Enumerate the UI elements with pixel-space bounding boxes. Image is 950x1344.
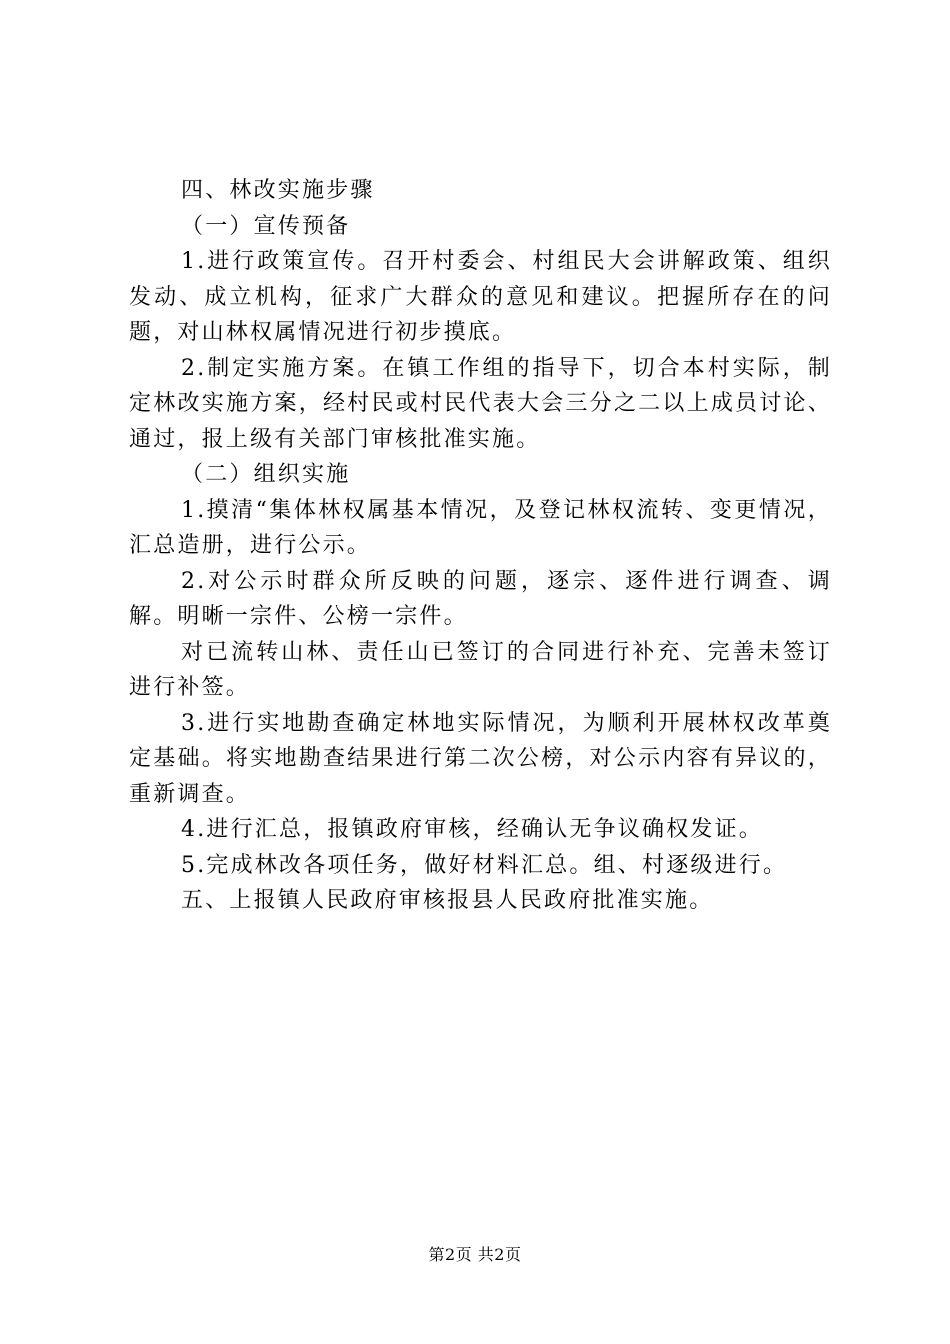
paragraph-survey-rights: 1.摸清“集体林权属基本情况，及登记林权流转、变更情况，汇总造册，进行公示。 — [129, 497, 832, 558]
section-heading-4: 四、林改实施步骤 — [181, 178, 375, 203]
subsection-heading-2: （二）组织实施 — [181, 462, 351, 487]
paragraph-policy-publicity: 1.进行政策宣传。召开村委会、村组民大会讲解政策、组织发动、成立机构，征求广大群众的意见和建议。把握所存在的问题，对山林权属情况进行初步摸底。 — [129, 249, 832, 345]
section-heading-5: 五、上报镇人民政府审核报县人民政府批准实施。 — [181, 888, 714, 913]
subsection-heading-1: （一）宣传预备 — [181, 213, 351, 239]
page-footer: 第2页 共2页 — [428, 1245, 522, 1264]
paragraph-summary-review: 4.进行汇总，报镇政府审核，经确认无争议确权发证。 — [181, 817, 763, 842]
paragraph-field-survey: 3.进行实地勘查确定林地实际情况，为顺利开展林权改革奠定基础。将实地勘查结果进行第二次公榜，对公示内容有异议的，重新调查。 — [129, 710, 832, 807]
paragraph-complete-tasks: 5.完成林改各项任务，做好材料汇总。组、村逐级进行。 — [181, 852, 788, 878]
paragraph-supplement-contracts: 对已流转山林、责任山已签订的合同进行补充、完善未签订进行补签。 — [129, 639, 832, 700]
document-body — [129, 173, 832, 919]
paragraph-implementation-plan: 2.制定实施方案。在镇工作组的指导下，切合本村实际，制定林改实施方案，经村民或村民代表大会三分之二以上成员讨论、通过，报上级有关部门审核批准实施。 — [129, 355, 832, 452]
paragraph-investigate-issues: 2.对公示时群众所反映的问题，逐宗、逐件进行调查、调解。明晰一宗件、公榜一宗件。 — [129, 568, 832, 629]
